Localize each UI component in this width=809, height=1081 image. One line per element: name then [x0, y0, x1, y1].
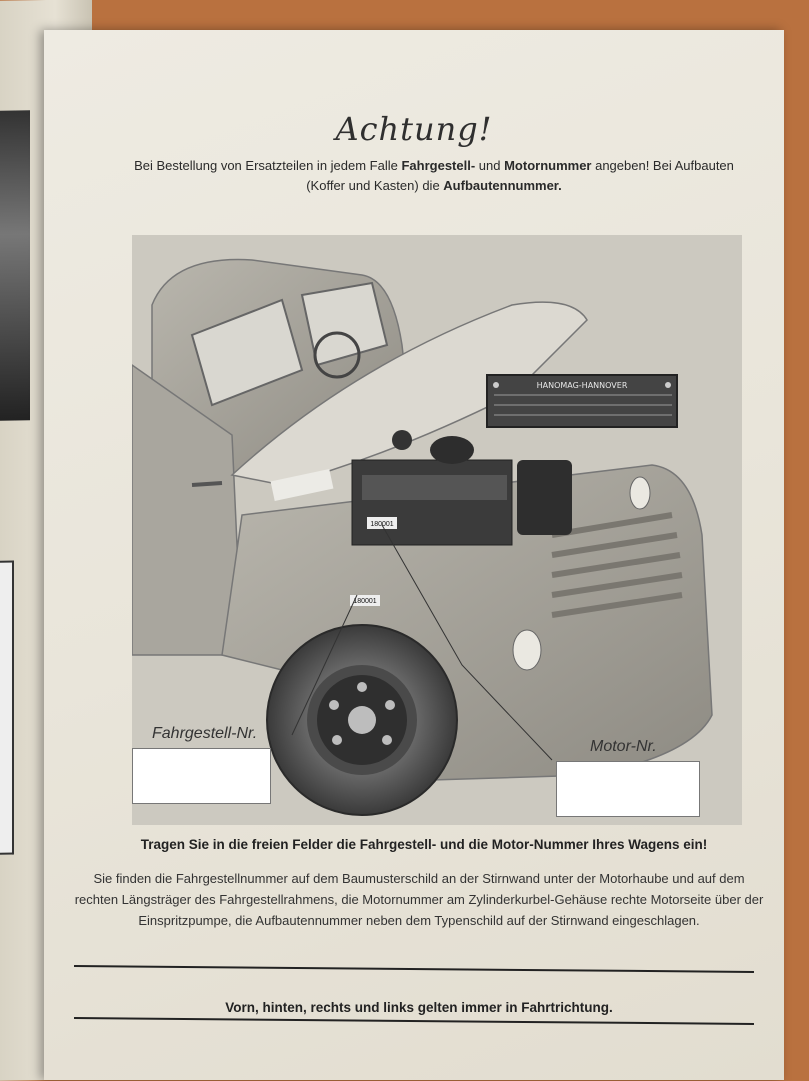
direction-note: Vorn, hinten, rechts und links gelten immer in Fahrtrichtung.	[225, 1000, 613, 1015]
page-heading: Achtung!	[335, 110, 493, 148]
previous-page-photo	[0, 110, 30, 421]
chassis-number-label: Fahrgestell-Nr.	[152, 725, 258, 742]
intro-text-2: und	[475, 158, 505, 173]
intro-bold-engine: Motornummer	[504, 158, 592, 173]
previous-page-frame	[0, 561, 14, 855]
instruction-text: Tragen Sie in die freien Felder die Fahrgestell- und die Motor-Nummer Ihres Wagens ein!	[140, 837, 708, 852]
intro-text-1: Bei Bestellung von Ersatzteilen in jedem Falle	[134, 158, 402, 173]
type-plate-brand: HANOMAG-HANNOVER	[536, 381, 628, 390]
truck-illustration	[132, 235, 742, 825]
frame-number-stamp: 180001	[353, 598, 377, 605]
intro-paragraph	[114, 156, 754, 196]
intro-bold-chassis: Fahrgestell-	[401, 158, 476, 173]
engine-number-field[interactable]	[556, 761, 700, 817]
engine-number-label: Motor-Nr.	[590, 738, 657, 755]
manual-page	[44, 30, 784, 1080]
chassis-number-field[interactable]	[132, 748, 271, 804]
divider-bottom	[74, 1017, 754, 1025]
divider-top	[74, 965, 754, 973]
engine-number-stamp: 180001	[370, 521, 394, 528]
intro-bold-body: Aufbautennummer.	[443, 178, 562, 193]
intro-text-3: angeben! Bei Aufbauten (Koffer und Kasten) die	[306, 158, 734, 193]
location-explanation: Sie finden die Fahrgestellnummer auf dem Baumusterschild an der Stirnwand unter der Motorhaube und auf dem rechten Längsträger des Fahrgestellrahmens, die Motornummer am Zylinderkurbel-Gehäuse rechte Motorseite über der Einspritzpumpe, die Aufbautennummer neben dem Typenschild auf der Stirnwand eingeschlagen.	[74, 871, 764, 928]
